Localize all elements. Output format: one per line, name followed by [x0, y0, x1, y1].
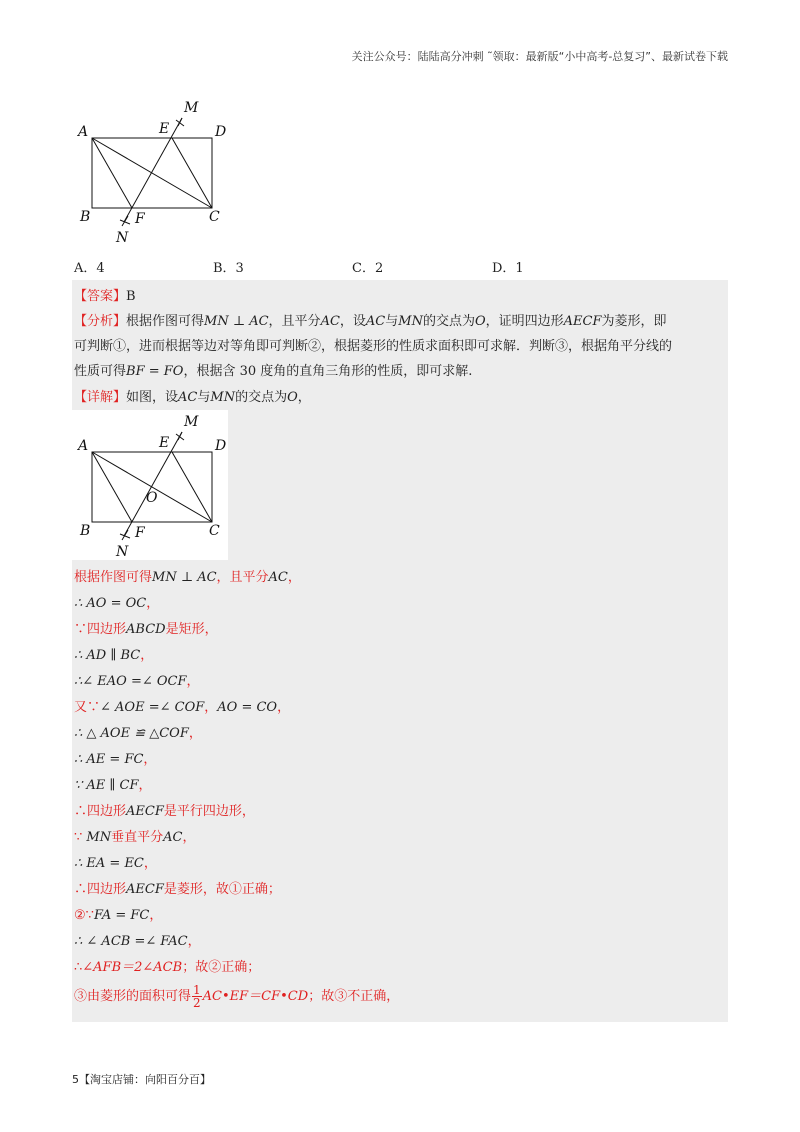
- analysis-line-2: 可判断①，进而根据等边对等角即可判断②，根据菱形的性质求面积即可求解．判断③，根据角平分线的: [74, 339, 673, 354]
- text: ，且平分: [268, 314, 321, 329]
- step-5: [74, 670, 200, 689]
- step-9: [74, 774, 152, 793]
- text: ，根据含 30 度角的直角三角形的性质，即可求解.: [183, 364, 473, 379]
- segment-af: [92, 138, 132, 208]
- label-c: C: [209, 523, 220, 539]
- text: ∴四边形: [74, 882, 127, 897]
- math: ∴ EA = EC: [74, 856, 144, 871]
- text: ；故③不正确，: [308, 989, 400, 1004]
- step-14: [74, 904, 162, 923]
- math: AO = CO: [217, 700, 278, 715]
- text: 与: [197, 390, 211, 405]
- step-16: [74, 956, 260, 975]
- math: AECF: [126, 804, 164, 819]
- math: AECF: [126, 882, 164, 897]
- math: MN ⊥ AC: [152, 570, 217, 585]
- text: ，: [146, 596, 160, 611]
- text: ，: [143, 752, 157, 767]
- text: ∴四边形: [74, 804, 127, 819]
- option-a: A．4: [74, 261, 105, 276]
- analysis-line-1: [74, 310, 667, 329]
- segment-ec: [172, 138, 212, 208]
- option-b: B．3: [213, 261, 244, 276]
- math: FA = FC: [93, 908, 150, 923]
- text: 是矩形，: [165, 622, 218, 637]
- denominator: 2: [193, 996, 201, 1010]
- math: O: [474, 314, 486, 329]
- option-c: C．2: [352, 261, 384, 276]
- math: AC•EF＝CF•CD: [202, 989, 309, 1004]
- numerator: 1: [193, 983, 201, 997]
- label-n: N: [116, 544, 129, 560]
- step-2: [74, 592, 159, 611]
- text: 性质可得: [74, 364, 127, 379]
- text: 的交点为: [235, 390, 288, 405]
- line-mn: [124, 118, 182, 222]
- step-4: [74, 644, 153, 663]
- text: ，: [187, 934, 201, 949]
- detail-line: [74, 386, 311, 405]
- arc-mark-n: [120, 530, 130, 540]
- math: AC: [268, 570, 288, 585]
- diagonal-ac: [92, 138, 212, 208]
- step-1: [74, 566, 301, 585]
- arc-mark-n: [120, 216, 130, 226]
- page-footer: 5【淘宝店铺：向阳百分百】: [72, 1073, 211, 1086]
- text: ②∵: [74, 908, 94, 923]
- label-c: C: [209, 209, 220, 225]
- text: ，设: [339, 314, 366, 329]
- math: O: [287, 390, 298, 405]
- label-e: E: [159, 435, 170, 451]
- text: ，: [204, 700, 218, 715]
- text: ；故②正确；: [182, 960, 261, 975]
- step-6: [74, 696, 290, 715]
- label-f: F: [135, 525, 145, 541]
- math: AC: [163, 830, 183, 845]
- label-b: B: [80, 209, 91, 225]
- label-b: B: [80, 523, 91, 539]
- text: ，: [149, 908, 163, 923]
- segment-ec: [172, 452, 212, 522]
- answer-line: [74, 285, 136, 304]
- label-m: M: [184, 100, 199, 116]
- step-17: [74, 984, 399, 1009]
- text: ，: [140, 648, 154, 663]
- math: MN: [210, 390, 236, 405]
- text: ，: [287, 570, 301, 585]
- math: MN: [398, 314, 423, 329]
- text: ，: [143, 856, 157, 871]
- text: ，: [277, 700, 291, 715]
- fraction-one-half: [192, 984, 202, 1009]
- text: ∵: [74, 830, 87, 845]
- text: ，: [188, 726, 202, 741]
- math: ∴ AE = FC: [74, 752, 144, 767]
- label-a: A: [78, 438, 89, 454]
- label-f: F: [135, 211, 145, 227]
- math: ∴ AD ∥ BC: [74, 648, 141, 663]
- label-o: O: [146, 490, 158, 506]
- arc-mark-m: [176, 432, 184, 440]
- label-a: A: [78, 124, 89, 140]
- diagonal-ac: [92, 452, 212, 522]
- answer-options: [74, 257, 734, 275]
- text: ，证明四边形: [485, 314, 564, 329]
- text: 垂直平分: [111, 830, 164, 845]
- analysis-tag: 【分析】: [74, 314, 127, 329]
- label-n: N: [116, 230, 129, 246]
- math: ∠ AOE =∠ COF: [100, 700, 205, 715]
- text: 又∵: [74, 700, 101, 715]
- step-13: [74, 878, 281, 897]
- math: ∠AFB＝2∠ACB: [82, 960, 183, 975]
- math: AC: [178, 390, 198, 405]
- math: AC: [320, 314, 340, 329]
- label-d: D: [215, 124, 227, 140]
- geometry-figure-1: [72, 96, 242, 246]
- text: ∵四边形: [74, 622, 127, 637]
- text: ，: [138, 778, 152, 793]
- text: 的交点为: [422, 314, 475, 329]
- option-d: D．1: [492, 261, 524, 276]
- step-10: [74, 800, 255, 819]
- text: 是平行四边形，: [163, 804, 255, 819]
- label-e: E: [159, 121, 170, 137]
- math: ∴ AO = OC: [74, 596, 147, 611]
- text: 根据作图可得: [74, 570, 153, 585]
- text: 根据作图可得: [126, 314, 205, 329]
- math: BF = FO: [126, 364, 184, 379]
- text: ，: [297, 390, 311, 405]
- answer-tag: 【答案】: [74, 289, 127, 304]
- step-3: [74, 618, 218, 637]
- text: ③由菱形的面积可得: [74, 989, 192, 1004]
- line-mn: [124, 432, 182, 536]
- geometry-figure-2: [72, 410, 228, 560]
- page-header: 关注公众号：陆陆高分冲刺 ˜领取：最新版“小中高考-总复习”、最新试卷下载: [351, 50, 728, 63]
- segment-af: [92, 452, 132, 522]
- detail-tag: 【详解】: [74, 390, 127, 405]
- text: ，且平分: [216, 570, 269, 585]
- math: AECF: [563, 314, 602, 329]
- answer-value: B: [126, 289, 136, 304]
- label-m: M: [184, 414, 199, 430]
- text: ，: [182, 830, 196, 845]
- step-12: [74, 852, 157, 871]
- text: 为菱形，即: [601, 314, 667, 329]
- math: ∵ AE ∥ CF: [74, 778, 139, 793]
- step-8: [74, 748, 156, 767]
- math: ABCD: [126, 622, 166, 637]
- step-7: [74, 722, 202, 741]
- text: ，: [186, 674, 200, 689]
- math: MN ⊥ AC: [204, 314, 269, 329]
- math: ∴ △ AOE ≌ △COF: [74, 726, 189, 741]
- text: 是菱形，故①正确；: [163, 882, 281, 897]
- step-15: [74, 930, 201, 949]
- step-11: [74, 826, 195, 845]
- text: ∴: [74, 960, 83, 975]
- text: 如图，设: [126, 390, 179, 405]
- text: 与: [385, 314, 399, 329]
- arc-mark-m: [176, 118, 184, 126]
- math: ∴∠ EAO =∠ OCF: [74, 674, 187, 689]
- math: AC: [365, 314, 386, 329]
- analysis-line-3: [74, 360, 472, 379]
- math: ∴ ∠ ACB =∠ FAC: [74, 934, 188, 949]
- math: MN: [86, 830, 112, 845]
- label-d: D: [215, 438, 227, 454]
